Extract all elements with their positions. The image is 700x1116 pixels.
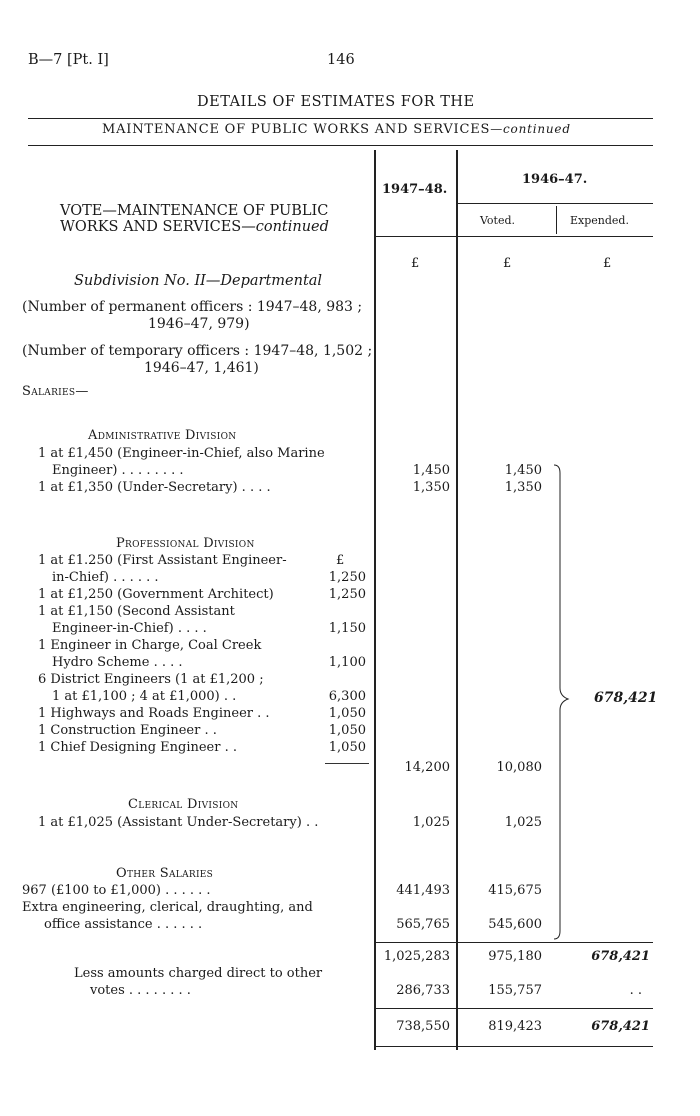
temporary-officers-line2: 1946–47, 1,461) xyxy=(144,360,259,376)
gross-top-rule xyxy=(376,942,653,943)
admin-line1: 1 at £1,450 (Engineer-in-Chief, also Marine xyxy=(38,446,325,461)
less-line1: Less amounts charged direct to other xyxy=(74,966,323,981)
net-top-rule xyxy=(376,1008,653,1009)
admin-1947-2: 1,350 xyxy=(412,480,450,495)
prof-line: 1 at £1,250 (Government Architect) xyxy=(38,587,274,602)
net-bottom-rule xyxy=(376,1046,653,1047)
gross-1947: 1,025,283 xyxy=(383,949,450,964)
admin-voted-1: 1,450 xyxy=(504,463,542,478)
prof-amount: 1,100 xyxy=(328,655,366,670)
col-header-expended: Expended. xyxy=(570,214,629,227)
permanent-officers-line2: 1946–47, 979) xyxy=(148,316,250,332)
less-expended: . . xyxy=(629,983,642,998)
prof-pound-sign: £ xyxy=(336,553,345,568)
other-voted-2: 545,600 xyxy=(488,917,542,932)
gross-voted: 975,180 xyxy=(488,949,542,964)
column-rule-2 xyxy=(456,150,458,1050)
less-voted: 155,757 xyxy=(488,983,542,998)
prof-line: 6 District Engineers (1 at £1,200 ; xyxy=(38,672,264,687)
page-subtitle: MAINTENANCE OF PUBLIC WORKS AND SERVICES—continued xyxy=(102,122,571,137)
col-header-voted: Voted. xyxy=(480,214,516,227)
currency-1947: £ xyxy=(411,256,420,271)
admin-line3: 1 at £1,350 (Under-Secretary) . . . . xyxy=(38,480,271,495)
prof-amount: 1,250 xyxy=(328,587,366,602)
clerical-line1: 1 at £1,025 (Assistant Under-Secretary) . . xyxy=(38,815,319,830)
expended-brace xyxy=(550,463,580,941)
col-header-bottom-rule xyxy=(376,236,653,237)
prof-line: 1 Chief Designing Engineer . . xyxy=(38,740,237,755)
other-voted-1: 415,675 xyxy=(488,883,542,898)
clerical-1947: 1,025 xyxy=(412,815,450,830)
prof-total-voted: 10,080 xyxy=(496,760,542,775)
prof-line: 1 Engineer in Charge, Coal Creek xyxy=(38,638,262,653)
prof-amount: 1,050 xyxy=(328,740,366,755)
vote-title-line1: VOTE—MAINTENANCE OF PUBLIC xyxy=(60,203,329,219)
other-line3: office assistance . . . . . . xyxy=(44,917,203,932)
expended-brace-value: 678,421 xyxy=(594,690,658,706)
prof-division-heading: Professional Division xyxy=(116,536,255,551)
page-title: DETAILS OF ESTIMATES FOR THE xyxy=(197,94,475,110)
prof-amount: 1,050 xyxy=(328,723,366,738)
vote-title-line2: WORKS AND SERVICES—continued xyxy=(60,219,329,235)
other-line1: 967 (£100 to £1,000) . . . . . . xyxy=(22,883,211,898)
prof-total-1947: 14,200 xyxy=(404,760,450,775)
admin-voted-2: 1,350 xyxy=(504,480,542,495)
col-header-1946: 1946–47. xyxy=(522,172,588,187)
prof-line: 1 at £1.250 (First Assistant Engineer- xyxy=(38,553,287,568)
clerical-voted: 1,025 xyxy=(504,815,542,830)
prof-line: 1 at £1,150 (Second Assistant xyxy=(38,604,235,619)
column-rule-1 xyxy=(374,150,376,1050)
permanent-officers-line1: (Number of permanent officers : 1947–48, 983 ; xyxy=(22,299,363,315)
clerical-division-heading: Clerical Division xyxy=(128,797,239,812)
prof-amount: 1,050 xyxy=(328,706,366,721)
less-line2: votes . . . . . . . . xyxy=(90,983,191,998)
net-1947: 738,550 xyxy=(396,1019,450,1034)
prof-line: 1 at £1,100 ; 4 at £1,000) . . xyxy=(52,689,237,704)
prof-line: Engineer-in-Chief) . . . . xyxy=(52,621,207,636)
gross-expended: 678,421 xyxy=(591,949,650,964)
col-header-rule xyxy=(458,203,653,204)
net-expended: 678,421 xyxy=(591,1019,650,1034)
prof-line: 1 Construction Engineer . . xyxy=(38,723,217,738)
currency-voted: £ xyxy=(503,256,512,271)
page-reference: B—7 [Pt. I] xyxy=(28,52,109,68)
prof-line: in-Chief) . . . . . . xyxy=(52,570,159,585)
prof-amount: 6,300 xyxy=(328,689,366,704)
page-number: 146 xyxy=(327,52,355,68)
net-voted: 819,423 xyxy=(488,1019,542,1034)
prof-line: Hydro Scheme . . . . xyxy=(52,655,183,670)
other-line2: Extra engineering, clerical, draughting, and xyxy=(22,900,313,915)
salaries-heading: Salaries— xyxy=(22,384,89,399)
prof-amount: 1,150 xyxy=(328,621,366,636)
title-rule xyxy=(28,118,653,119)
subdivision-heading: Subdivision No. II—Departmental xyxy=(74,273,323,289)
admin-1947-1: 1,450 xyxy=(412,463,450,478)
other-1947-2: 565,765 xyxy=(396,917,450,932)
other-salaries-heading: Other Salaries xyxy=(116,866,214,881)
prof-sum-rule xyxy=(325,763,369,764)
subtitle-rule xyxy=(28,145,653,146)
other-1947-1: 441,493 xyxy=(396,883,450,898)
column-rule-3 xyxy=(556,206,557,234)
prof-amount: 1,250 xyxy=(328,570,366,585)
admin-division-heading: Administrative Division xyxy=(88,428,237,443)
temporary-officers-line1: (Number of temporary officers : 1947–48, 1,502 ; xyxy=(22,343,373,359)
admin-line2: Engineer) . . . . . . . . xyxy=(52,463,184,478)
prof-line: 1 Highways and Roads Engineer . . xyxy=(38,706,270,721)
currency-expended: £ xyxy=(603,256,612,271)
less-1947: 286,733 xyxy=(396,983,450,998)
col-header-1947: 1947–48. xyxy=(382,182,448,197)
